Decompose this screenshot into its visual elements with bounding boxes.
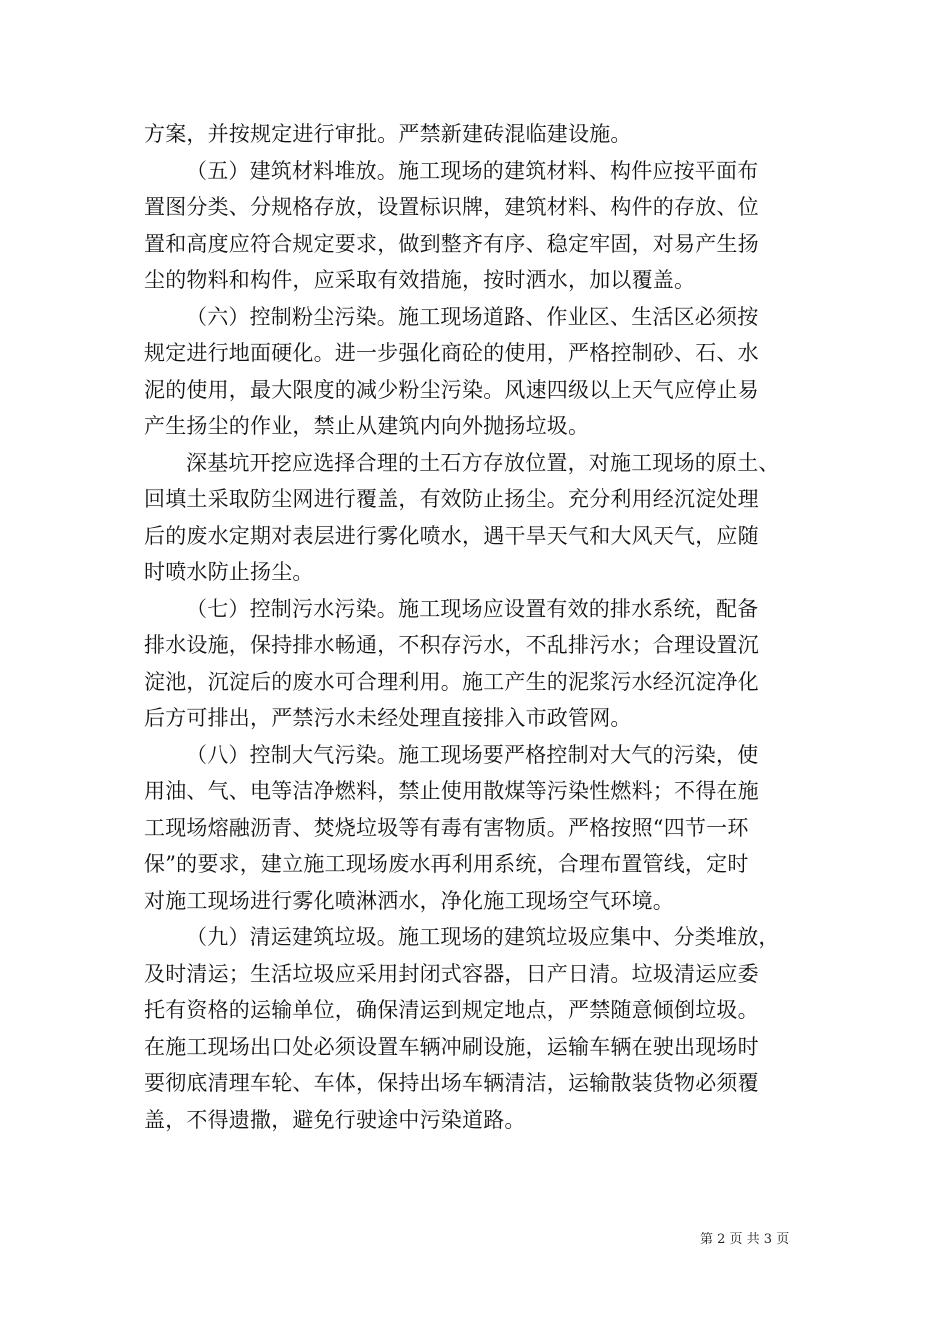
text-line: （九）清运建筑垃圾。施工现场的建筑垃圾应集中、分类堆放，: [186, 925, 780, 949]
page-number: 第 2 页 共 3 页: [700, 1232, 790, 1247]
text-line: （五）建筑材料堆放。施工现场的建筑材料、构件应按平面布: [186, 158, 759, 183]
text-line: 托有资格的运输单位，确保清运到规定地点，严禁随意倾倒垃圾。: [144, 998, 759, 1022]
text-line: 回填土采取防尘网进行覆盖，有效防止扬尘。充分利用经沉淀处理: [144, 487, 759, 511]
text-line: 置图分类、分规格存放，设置标识牌，建筑材料、构件的存放、位: [144, 195, 759, 219]
text-line: 在施工现场出口处必须设置车辆冲刷设施，运输车辆在驶出现场时: [144, 1034, 759, 1059]
text-line: 后的废水定期对表层进行雾化喷水，遇干旱天气和大风天气，应随: [144, 523, 759, 548]
text-line: 及时清运；生活垃圾应采用封闭式容器，日产日清。垃圾清运应委: [144, 961, 759, 986]
text-line: 规定进行地面硬化。进一步强化商砼的使用，严格控制砂、石、水: [144, 341, 759, 365]
text-line: 淀池，沉淀后的废水可合理利用。施工产生的泥浆污水经沉淀净化: [144, 669, 759, 694]
text-line: 尘的物料和构件，应采取有效措施，按时洒水，加以覆盖。: [144, 268, 696, 292]
text-line: 保”的要求，建立施工现场废水再利用系统，合理布置管线，定时: [144, 852, 749, 876]
text-line: 工现场熔融沥青、焚烧垃圾等有毒有害物质。严格按照“四节一环: [144, 815, 749, 840]
text-line: （六）控制粉尘污染。施工现场道路、作业区、生活区必须按: [186, 304, 759, 329]
text-line: 对施工现场进行雾化喷淋洒水，净化施工现场空气环境。: [144, 888, 674, 913]
text-line: 要彻底清理车轮、车体，保持出场车辆清洁，运输散装货物必须覆: [144, 1071, 759, 1095]
text-line: 用油、气、电等洁净燃料，禁止使用散煤等污染性燃料；不得在施: [144, 779, 759, 803]
document-body: [144, 116, 808, 1138]
text-line: 置和高度应符合规定要求，做到整齐有序、稳定牢固，对易产生扬: [144, 231, 759, 256]
text-line: 泥的使用，最大限度的减少粉尘污染。风速四级以上天气应停止易: [144, 377, 759, 402]
text-line: （八）控制大气污染。施工现场要严格控制对大气的污染，使: [186, 742, 759, 767]
text-line: 排水设施，保持排水畅通，不积存污水，不乱排污水；合理设置沉: [144, 633, 759, 657]
text-line: 后方可排出，严禁污水未经处理直接排入市政管网。: [144, 706, 632, 730]
text-line: 深基坑开挖应选择合理的土石方存放位置，对施工现场的原土、: [186, 450, 780, 475]
text-line: （七）控制污水污染。施工现场应设置有效的排水系统，配备: [186, 596, 759, 621]
text-line: 时喷水防止扬尘。: [144, 560, 314, 584]
text-line: 方案，并按规定进行审批。严禁新建砖混临建设施。: [144, 122, 632, 146]
text-line: 盖，不得遗撒，避免行驶途中污染道路。: [144, 1107, 526, 1132]
text-line: 产生扬尘的作业，禁止从建筑内向外抛扬垃圾。: [144, 414, 590, 438]
